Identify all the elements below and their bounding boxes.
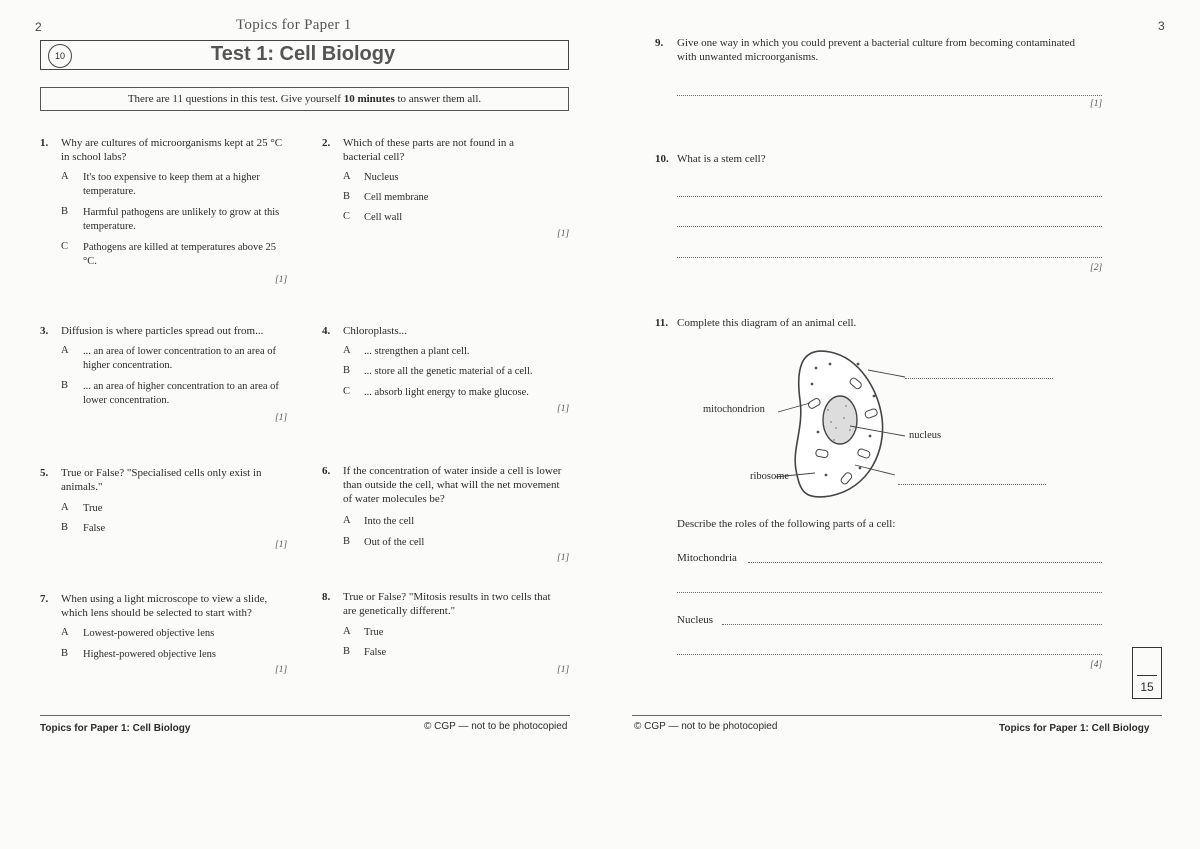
option-letter[interactable]: C [61, 241, 69, 252]
mark-allocation: [1] [275, 540, 288, 550]
timer-icon: 10 [48, 44, 72, 68]
mark-allocation: [1] [557, 404, 570, 414]
nucleus-shape [823, 396, 857, 444]
mark-allocation: [1] [275, 665, 288, 675]
question-number: 7. [40, 593, 49, 605]
question-number: 2. [322, 137, 331, 149]
option-letter[interactable]: A [61, 627, 69, 638]
question-number: 3. [40, 325, 49, 337]
footer-rule [632, 715, 1162, 716]
leader-line [868, 370, 905, 377]
question-text: True or False? "Mitosis results in two cells that are genetically different." [343, 591, 551, 617]
option-text[interactable]: ... an area of lower concentration to an area of higher concentration. [83, 346, 276, 371]
option-letter[interactable]: A [343, 626, 351, 637]
question-text: Which of these parts are not found in a bacterial cell? [343, 137, 515, 163]
ribosome-dot [817, 431, 820, 434]
part-nucleus: Nucleus [677, 614, 714, 626]
instructions-box: There are 11 questions in this test. Give yourself 10 minutes to answer them all. [40, 87, 569, 111]
label-mitochondrion: mitochondrion [703, 404, 765, 415]
ribosome-dot [811, 383, 814, 386]
question-text: Complete this diagram of an animal cell. [677, 317, 857, 329]
ribosome-dot [873, 395, 876, 398]
answer-line[interactable] [722, 624, 1102, 625]
option-letter[interactable]: C [343, 211, 351, 222]
mark-allocation: [4] [1090, 660, 1103, 670]
question-text: Give one way in which you could prevent a bacterial culture from becoming contaminated with unwanted microorganisms. [677, 37, 1075, 63]
score-box [1132, 647, 1162, 699]
part-mitochondria: Mitochondria [677, 552, 737, 564]
ribosome-dot [829, 363, 832, 366]
option-letter[interactable]: A [343, 345, 351, 356]
option-letter[interactable]: B [61, 206, 69, 217]
label-ribosome: ribosome [750, 471, 790, 482]
answer-line[interactable] [748, 562, 1102, 563]
option-text[interactable]: ... strengthen a plant cell. [364, 346, 470, 357]
question-text: True or False? "Specialised cells only exist in animals." [61, 467, 262, 493]
option-text[interactable]: False [83, 523, 106, 534]
mark-allocation: [1] [557, 665, 570, 675]
ribosome-dot [815, 367, 818, 370]
question-text: What is a stem cell? [677, 153, 766, 165]
question-number: 10. [655, 153, 669, 165]
answer-line[interactable] [905, 378, 1053, 379]
option-letter[interactable]: B [343, 536, 351, 547]
score-total: 15 [1140, 680, 1154, 694]
answer-line[interactable] [677, 257, 1102, 258]
option-text[interactable]: True [364, 627, 384, 638]
option-text[interactable]: Pathogens are killed at temperatures above 25 °C. [83, 242, 277, 267]
label-nucleus: nucleus [909, 430, 942, 441]
running-head: Topics for Paper 1 [236, 17, 352, 33]
question-number: 11. [655, 317, 669, 329]
option-text[interactable]: Harmful pathogens are unlikely to grow at this temperature. [83, 207, 280, 232]
question-number: 8. [322, 591, 331, 603]
question-text: When using a light microscope to view a slide, which lens should be selected to start with? [61, 593, 268, 619]
ribosome-dot [869, 435, 872, 438]
answer-line[interactable] [677, 654, 1102, 655]
option-letter[interactable]: B [343, 191, 351, 202]
answer-line[interactable] [677, 226, 1102, 227]
mitochondrion-shape [815, 449, 828, 458]
page-number-left: 2 [35, 20, 42, 34]
footer-copyright: © CGP — not to be photocopied [424, 721, 568, 732]
mark-allocation: [1] [557, 229, 570, 239]
mark-allocation: [2] [1090, 263, 1103, 273]
option-text[interactable]: ... store all the genetic material of a cell. [364, 366, 533, 377]
option-letter[interactable]: B [343, 365, 351, 376]
mark-allocation: [1] [557, 553, 570, 563]
question-text: Chloroplasts... [343, 325, 407, 337]
question-number: 9. [655, 37, 664, 49]
option-letter[interactable]: B [61, 648, 69, 659]
option-text[interactable]: Into the cell [364, 516, 415, 527]
option-text[interactable]: Nucleus [364, 172, 399, 183]
mark-allocation: [1] [1090, 99, 1103, 109]
answer-line[interactable] [677, 592, 1102, 593]
option-text[interactable]: True [83, 503, 103, 514]
question-number: 5. [40, 467, 49, 479]
footer-rule [40, 715, 570, 716]
option-letter[interactable]: C [343, 386, 351, 397]
answer-line[interactable] [677, 95, 1102, 96]
option-text[interactable]: Cell wall [364, 212, 403, 223]
option-text[interactable]: Out of the cell [364, 537, 425, 548]
option-letter[interactable]: A [61, 502, 69, 513]
question-number: 4. [322, 325, 331, 337]
footer-copyright: © CGP — not to be photocopied [634, 721, 778, 732]
describe-instruction: Describe the roles of the following parts of a cell: [677, 518, 896, 530]
option-letter[interactable]: B [343, 646, 351, 657]
option-letter[interactable]: A [61, 171, 69, 182]
question-text: Diffusion is where particles spread out from... [61, 325, 264, 337]
footer-section: Topics for Paper 1: Cell Biology [999, 723, 1150, 734]
option-text[interactable]: Highest-powered objective lens [83, 649, 216, 660]
option-letter[interactable]: B [61, 380, 69, 391]
answer-line[interactable] [677, 196, 1102, 197]
option-letter[interactable]: B [61, 522, 69, 533]
footer-section: Topics for Paper 1: Cell Biology [40, 723, 191, 734]
ribosome-dot [857, 363, 860, 366]
option-text[interactable]: ... absorb light energy to make glucose. [364, 387, 529, 398]
question-text: If the concentration of water inside a cell is lower than outside the cell, what will the net movement of water molecules be? [343, 465, 562, 505]
mark-allocation: [1] [275, 275, 288, 285]
mark-allocation: [1] [275, 413, 288, 423]
option-text[interactable]: Cell membrane [364, 192, 429, 203]
question-number: 1. [40, 137, 49, 149]
page-title: Test 1: Cell Biology [211, 43, 396, 65]
ribosome-dot [859, 467, 862, 470]
question-number: 6. [322, 465, 331, 477]
question-text: Why are cultures of microorganisms kept at 25 °C in school labs? [61, 137, 283, 163]
option-text[interactable]: False [364, 647, 387, 658]
answer-line[interactable] [898, 484, 1046, 485]
option-letter[interactable]: A [61, 345, 69, 356]
option-letter[interactable]: A [343, 515, 351, 526]
animal-cell-diagram [700, 340, 920, 500]
option-text[interactable]: It's too expensive to keep them at a higher temperature. [83, 172, 260, 197]
option-letter[interactable]: A [343, 171, 351, 182]
option-text[interactable]: ... an area of higher concentration to an area of lower concentration. [83, 381, 279, 406]
option-text[interactable]: Lowest-powered objective lens [83, 628, 215, 639]
page-number-right: 3 [1158, 19, 1165, 33]
test-title-box [40, 40, 569, 70]
ribosome-dot [825, 474, 828, 477]
score-divider [1137, 675, 1157, 676]
